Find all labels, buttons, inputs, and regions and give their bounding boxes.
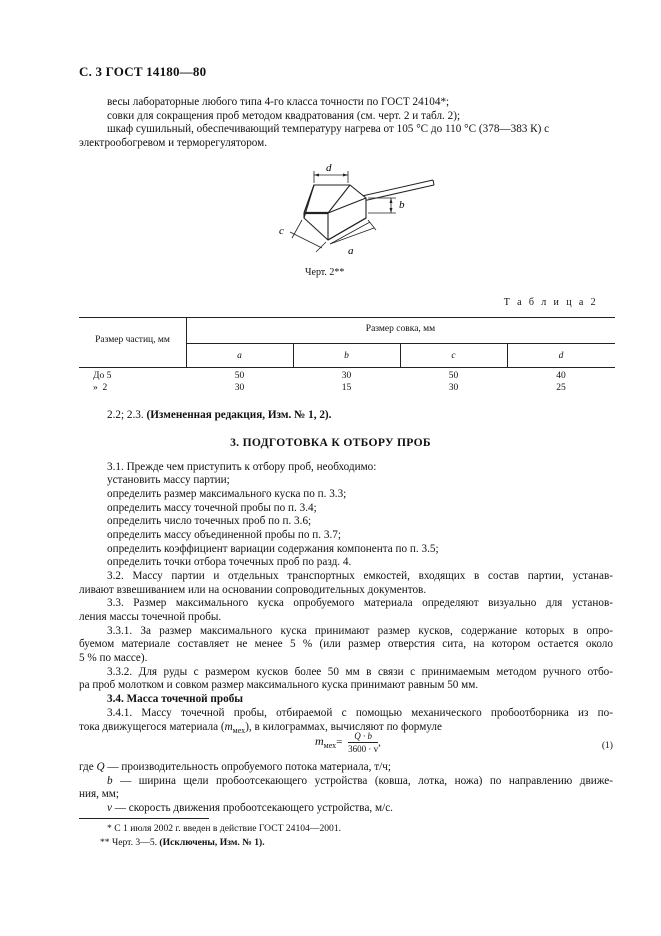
col-header-a: a — [237, 351, 242, 361]
col-header-b: b — [344, 351, 349, 361]
para-3-3-line-1: 3.3. Размер максимального куска опробуемого материала определяют визуально для установ- — [107, 597, 613, 609]
table-cell: 15 — [341, 383, 352, 393]
subscript-mex: мех — [232, 726, 246, 736]
text-run: — производительность опробуемого потока материала, т/ч; — [104, 761, 391, 773]
para-3-2-line-2: ливают взвешиванием или на основании сопроводительных документов. — [79, 584, 427, 596]
table-row-label: До 5 — [93, 371, 112, 381]
text-run: ** Черт. 3—5. — [100, 837, 160, 848]
formula-lhs: m — [315, 734, 324, 749]
intro-line-1: весы лабораторные любого типа 4-го класса точности по ГОСТ 24104*; — [107, 96, 450, 108]
para-3-3-1-line-2: буемом материале составляет не менее 5 % (или размер отверстия сита, на котором остается около — [79, 638, 613, 650]
scoop-drawing — [270, 158, 440, 258]
table-cell: 50 — [234, 371, 245, 381]
figure-caption: Черт. 2** — [305, 267, 345, 278]
table-cell: 30 — [341, 371, 352, 381]
list-item: определить массу точечной пробы по п. 3.4; — [107, 502, 317, 514]
para-3-2-line-1: 3.2. Массу партии и отдельных транспортных емкостей, входящих в состав партии, устанав- — [107, 570, 613, 582]
formula-numerator: Q · b — [348, 731, 378, 743]
col-header-c: c — [451, 351, 456, 361]
intro-line-2: совки для сокращения проб методом квадратования (см. черт. 2 и табл. 2); — [107, 110, 461, 122]
para-3-3-2-line-1: 3.3.2. Для руды с размером кусков более 50 мм в связи с принимаемым методом ручного отбо- — [107, 666, 613, 678]
para-3-4-1-line-1: 3.4.1. Массу точечной пробы, отбираемой с помощью механического пробоотборника из по- — [107, 707, 613, 719]
formula-comma: , — [378, 736, 381, 749]
formula — [315, 731, 381, 754]
table-cell: 50 — [448, 371, 459, 381]
formula-number: (1) — [601, 740, 613, 751]
symbol-v: v — [107, 802, 112, 814]
label-b: b — [399, 199, 405, 211]
footnote-2 — [100, 837, 265, 848]
footnote-2-bold: (Исключены, Изм. № 1). — [159, 837, 265, 848]
text-run: — ширина щели пробоотсекающего устройства (ковша, лотка, ножа) по направлению движе- — [112, 775, 613, 787]
intro-line-4: электрообогревом и терморегулятором. — [79, 137, 268, 149]
revision-prefix: 2.2; 2.3. — [107, 409, 144, 421]
where-q — [79, 761, 391, 774]
para-3-4-1-line-2 — [79, 721, 442, 738]
label-c: c — [279, 225, 284, 237]
text-run: где — [79, 761, 97, 773]
para-3-1: 3.1. Прежде чем приступить к отбору проб, необходимо: — [107, 461, 377, 473]
formula-lhs-subscript: мех — [323, 741, 337, 751]
table-cell: 30 — [448, 383, 459, 393]
text-run: тока движущегося материала ( — [79, 721, 225, 733]
list-item: определить массу объединенной пробы по п. 3.7; — [107, 529, 341, 541]
list-item: установить массу партии; — [107, 474, 230, 486]
list-item: определить коэффициент вариации содержания компонента по п. 3.5; — [107, 543, 439, 555]
group-header: Размер совка, мм — [365, 324, 436, 334]
table-cell: 25 — [556, 383, 566, 393]
row-header: Размер частиц, мм — [95, 335, 170, 345]
page-header: С. 3 ГОСТ 14180—80 — [79, 64, 207, 79]
footnote-separator — [79, 818, 209, 819]
formula-denominator: 3600 · v — [348, 744, 379, 754]
revision-text: (Измененная редакция, Изм. № 1, 2). — [146, 409, 332, 421]
label-d: d — [326, 162, 332, 174]
label-a: a — [348, 245, 354, 257]
table-caption: Т а б л и ц а 2 — [503, 297, 598, 308]
list-item: определить число точечных проб по п. 3.6; — [107, 515, 312, 527]
section-title: 3. ПОДГОТОВКА К ОТБОРУ ПРОБ — [230, 436, 431, 449]
list-item: определить размер максимального куска по п. 3.3; — [107, 488, 347, 500]
where-b-line-1 — [107, 775, 613, 788]
formula-equals: = — [336, 736, 343, 749]
list-item: определить точки отбора точечных проб по разд. 4. — [107, 556, 352, 568]
para-3-3-1-line-3: 5 % по массе). — [79, 652, 148, 664]
intro-line-3: шкаф сушильный, обеспечивающий температуру нагрева от 105 °С до 110 °С (378—383 К) с — [107, 123, 550, 135]
symbol-m: m — [224, 721, 233, 733]
table-cell: 40 — [556, 371, 566, 381]
footnote-1: * С 1 июля 2002 г. введен в действие ГОСТ 24104—2001. — [107, 823, 342, 834]
para-3-3-line-2: ления массы точечной пробы. — [79, 611, 222, 623]
revision-note — [107, 409, 331, 422]
col-header-d: d — [558, 351, 564, 361]
para-3-3-2-line-2: ра проб молотком и совком размер максимального куска принимают равным 50 мм. — [79, 679, 479, 691]
table-row-label: » 2 — [93, 383, 108, 393]
table-cell: 30 — [234, 383, 245, 393]
symbol-q: Q — [96, 761, 105, 773]
where-v — [107, 802, 393, 815]
para-3-3-1-line-1: 3.3.1. За размер максимального куска принимают размер кусков, содержание которых в опро- — [107, 625, 613, 637]
where-b-line-2: ния, мм; — [79, 788, 119, 800]
text-run: — скорость движения пробоотсекающего устройства, м/с. — [111, 802, 393, 814]
text-run: ), в килограммах, вычисляют по формуле — [245, 721, 442, 733]
symbol-b: b — [107, 775, 113, 787]
subsection-3-4-title: 3.4. Масса точечной пробы — [107, 693, 244, 705]
